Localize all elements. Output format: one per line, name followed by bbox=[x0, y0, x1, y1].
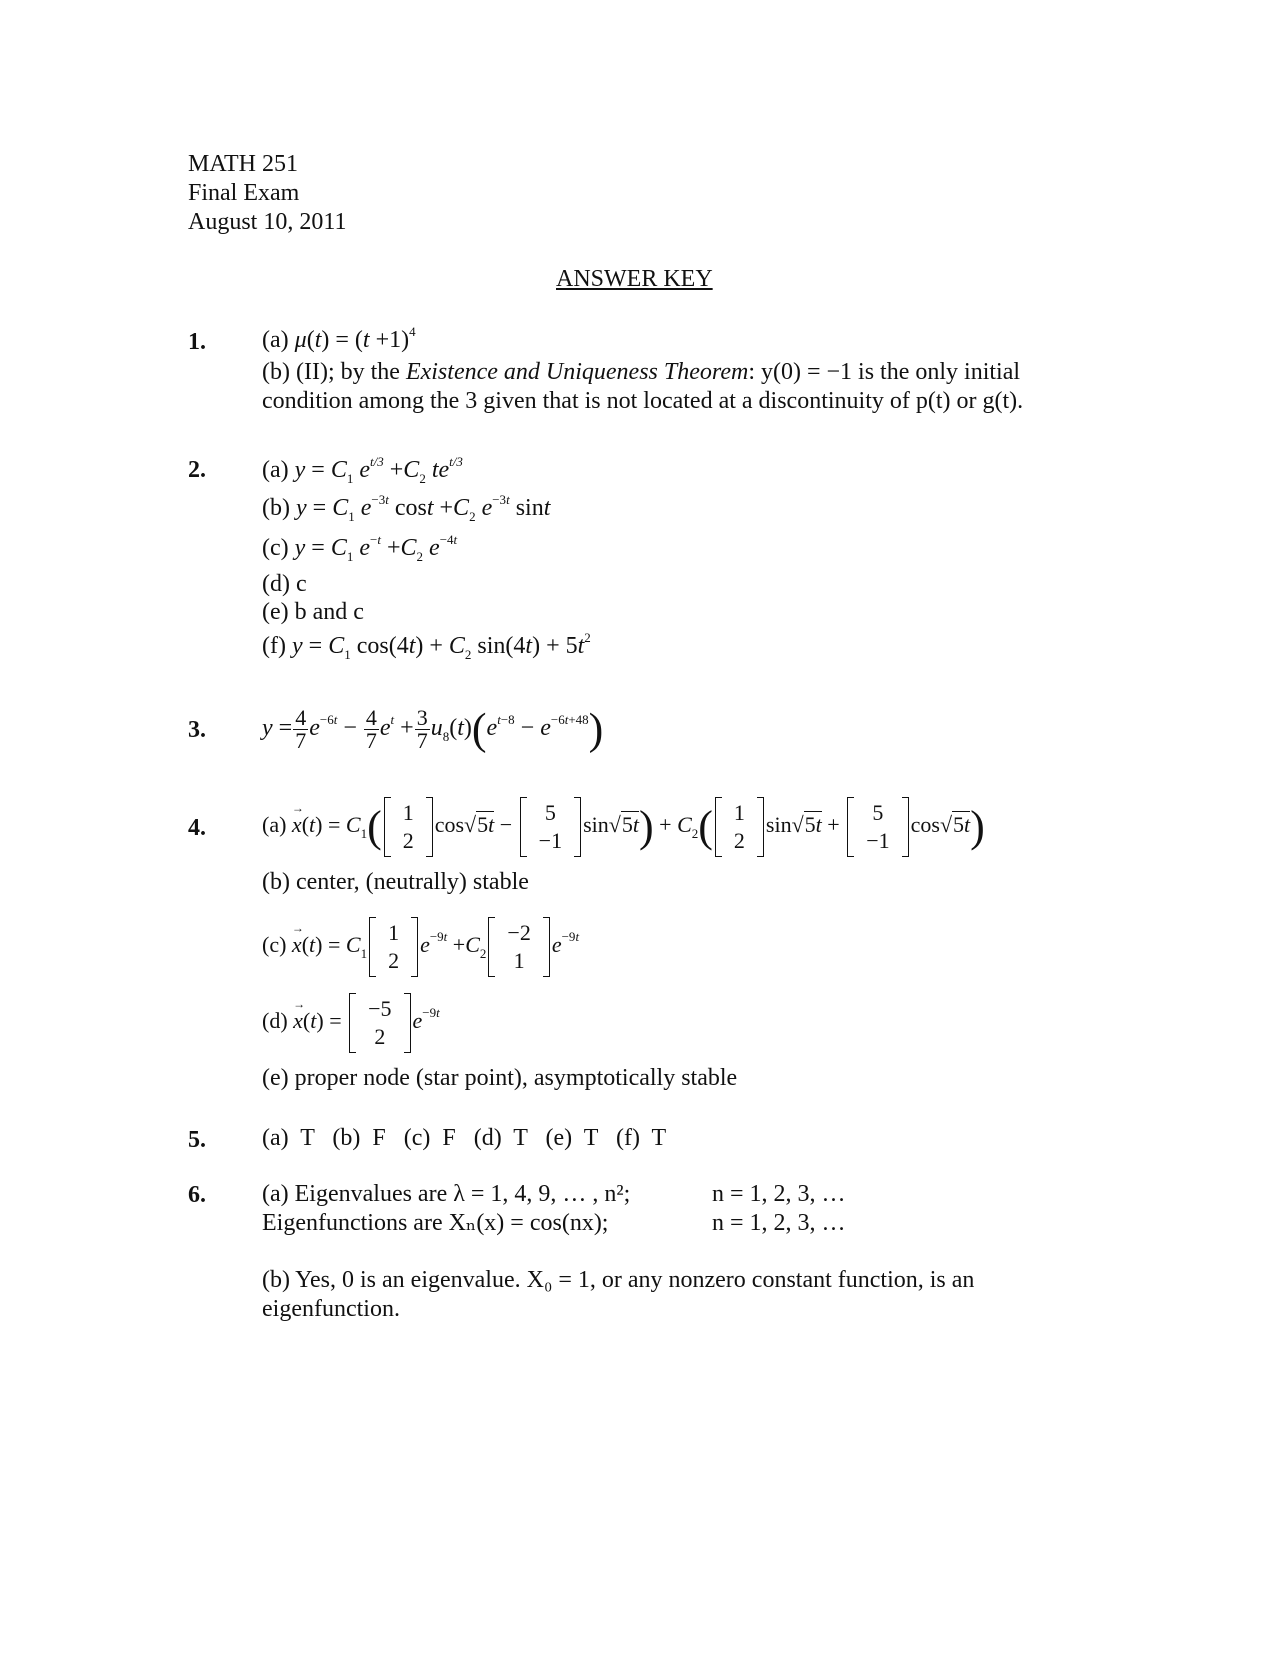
q2c-formula: y bbox=[294, 535, 306, 561]
q6-number: 6. bbox=[188, 1182, 206, 1208]
answer-key-title: ANSWER KEY bbox=[556, 266, 713, 292]
q4a-answer: $(a) \to x(t) = C_1$( 1 2 cos√5t − 5 −1 $\sin√5t) + C_2$( 1 2 sin√5t + 5 −1 cos√5t) bbox=[262, 788, 985, 865]
q4e-label: (e) bbox=[262, 1065, 289, 1091]
q4e-answer bbox=[262, 1064, 737, 1092]
q2e-value: b and c bbox=[294, 599, 364, 625]
q4c-answer: $(c) \to x(t) = C_1$ 1 2 $e^{-9t} +C_2$ −2 1 $e^{-9t}$ bbox=[262, 908, 579, 985]
q4b-answer bbox=[262, 868, 529, 896]
q1b-answer bbox=[262, 358, 1020, 386]
q2b-formula: y bbox=[295, 495, 307, 521]
q2a-label: (a) bbox=[262, 457, 289, 483]
q6b-label: (b) bbox=[262, 1267, 290, 1293]
q4d-answer: (d) → x(t) = −5 2 $e^{-9t}$ bbox=[262, 984, 440, 1061]
q4b-label: (b) bbox=[262, 869, 290, 895]
q4b-value: center, (neutrally) stable bbox=[295, 869, 529, 895]
q2c-label: (c) bbox=[262, 535, 289, 561]
q2f-formula: y bbox=[291, 633, 303, 659]
course-title: MATH 251 bbox=[188, 151, 299, 177]
q6b-line2: eigenfunction. bbox=[262, 1296, 400, 1322]
q1b-text-mid: : y(0) = −1 is the only initial bbox=[748, 359, 1021, 385]
q2a-formula: y bbox=[294, 457, 306, 483]
q2d-answer bbox=[262, 570, 307, 598]
q1a-answer bbox=[262, 326, 416, 357]
exam-date: August 10, 2011 bbox=[188, 209, 347, 235]
q1a-formula: $\mu(t) = (t +1)^4$ bbox=[294, 324, 416, 353]
q6a-n-range-1: n = 1, 2, 3, … bbox=[712, 1181, 846, 1207]
q1-number: 1. bbox=[188, 329, 206, 355]
q1a-label: (a) bbox=[262, 327, 289, 353]
q3-number: 3. bbox=[188, 717, 206, 743]
q1b-line2: condition among the 3 given that is not located at a discontinuity of p(t) or g(t). bbox=[262, 388, 1024, 414]
q2a-answer: (a) $y = C_1$ $e^{t/3} +C_2$ $te^{t/3}$ bbox=[262, 454, 463, 486]
q6a-eigenvalues: Eigenvalues are λ = 1, 4, 9, … , n²; bbox=[294, 1181, 631, 1207]
q2d-value: c bbox=[295, 571, 307, 597]
q6a-n-range-2: n = 1, 2, 3, … bbox=[712, 1210, 846, 1236]
q1b-text-pre: (II); by the bbox=[295, 359, 406, 385]
q1b-label: (b) bbox=[262, 359, 290, 385]
q1b-theorem: Existence and Uniqueness Theorem bbox=[405, 359, 749, 385]
q6b-line1: Yes, 0 is an eigenvalue. X₀ = 1, or any nonzero constant function, is an bbox=[295, 1267, 975, 1293]
q4e-value: proper node (star point), asymptotically stable bbox=[294, 1065, 738, 1091]
q6a-answer bbox=[262, 1180, 630, 1208]
q4-number: 4. bbox=[188, 815, 206, 841]
q4c-label: (c) bbox=[262, 932, 287, 957]
q2b-answer: (b) $y = C_1$ $e^{-3t}$ $\cos t +C_2$ $e^{-3t}$ sint bbox=[262, 492, 551, 524]
q4a-label: (a) bbox=[262, 812, 287, 837]
q2f-label: (f) bbox=[262, 633, 286, 659]
q6b-answer bbox=[262, 1266, 974, 1294]
q2d-label: (d) bbox=[262, 571, 290, 597]
q3-formula: y = $\frac{4}{7}$ $e^{-6t}$ − $\frac{4}{7}$ $e^t$ + $\frac{3}{7}$ $u_8(t)(e^{t-8} - e^{-6t+48})$ bbox=[262, 704, 604, 754]
q2-number: 2. bbox=[188, 457, 206, 483]
q2b-label: (b) bbox=[262, 495, 290, 521]
exam-title: Final Exam bbox=[188, 180, 300, 206]
q2e-label: (e) bbox=[262, 599, 289, 625]
q5-number: 5. bbox=[188, 1127, 206, 1153]
q4d-label: (d) bbox=[262, 1008, 288, 1033]
q6a-eigenfunctions: Eigenfunctions are Xₙ(x) = cos(nx); bbox=[262, 1210, 609, 1236]
q2e-answer bbox=[262, 598, 364, 626]
q6a-label: (a) bbox=[262, 1181, 289, 1207]
q2c-answer: (c) $y = C_1$ $e^{-t} +C_2$ $e^{-4t}$ bbox=[262, 532, 458, 564]
q5-answers: (a) T (b) F (c) F (d) T (e) T (f) T bbox=[262, 1125, 667, 1151]
q2f-answer: (f) $y = C_1$ $\cos(4t) + C_2$ $\sin(4t) + 5t^2$ bbox=[262, 630, 591, 662]
